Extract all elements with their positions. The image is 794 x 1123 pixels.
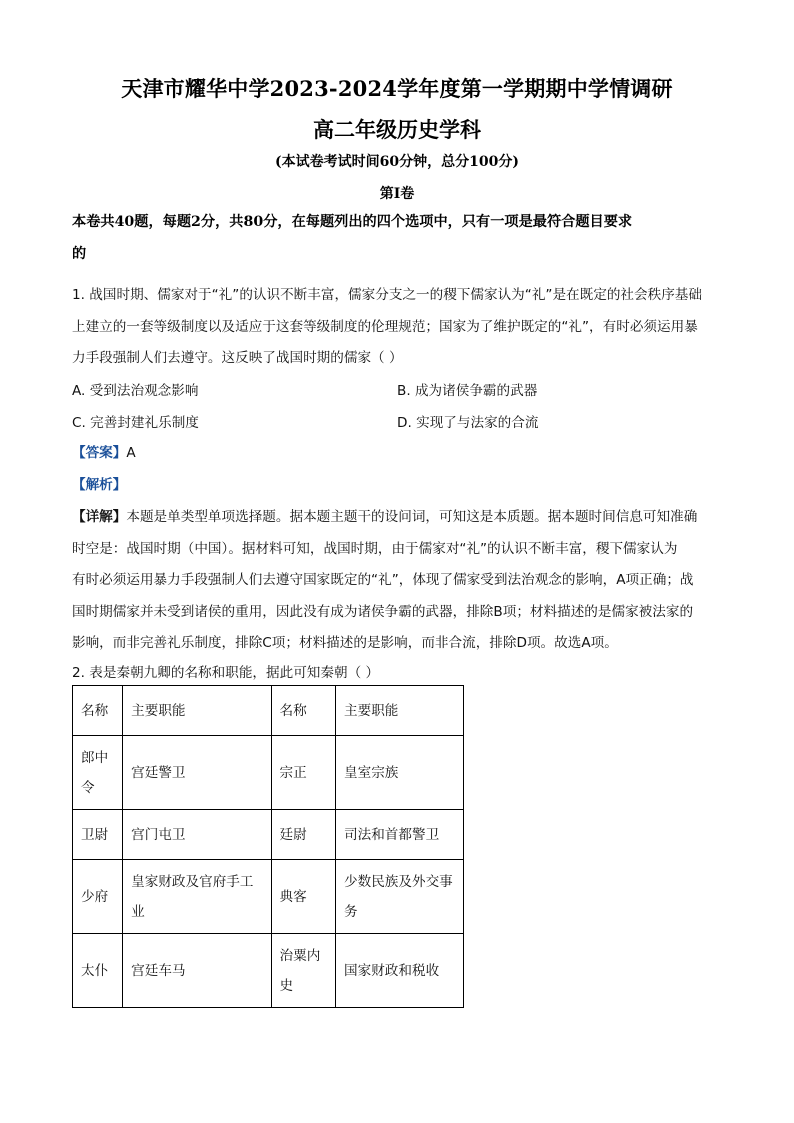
table-cell: 皇室宗族	[336, 736, 464, 810]
answer-line	[72, 441, 732, 461]
detail-text1: 本题是单类型单项选择题。据本题主题干的设问词，可知这是本质题。据本题时间信息可知准确	[126, 509, 698, 525]
table-row	[73, 810, 464, 860]
question2-stem: 2. 表是秦朝九卿的名称和职能，据此可知秦朝（ ）	[72, 665, 380, 681]
instructions-line1: 本卷共40题，每题2分，共80分，在每题列出的四个选项中，只有一项是最符合题目要求	[72, 214, 633, 230]
table-cell: 国家财政和税收	[336, 934, 464, 1008]
table-header-cell: 名称	[271, 686, 335, 736]
option-a: A. 受到法治观念影响	[72, 383, 199, 399]
table-cell: 宫廷车马	[123, 934, 271, 1008]
table-cell: 太仆	[73, 934, 123, 1008]
detail-tag: 【详解】	[72, 509, 127, 525]
option-c: C. 完善封建礼乐制度	[72, 415, 199, 431]
table-cell: 宫廷警卫	[123, 736, 271, 810]
table-cell: 宗正	[271, 736, 335, 810]
table-row	[73, 736, 464, 810]
table-row	[73, 934, 464, 1008]
table-cell: 司法和首都警卫	[336, 810, 464, 860]
table-header-row	[73, 686, 464, 736]
table-cell: 郎中令	[73, 736, 123, 810]
analysis-tag: 【解析】	[72, 477, 127, 493]
table-header-cell: 主要职能	[123, 686, 271, 736]
instructions-line2: 的	[72, 246, 87, 262]
detail-line3: 有时必须运用暴力手段强制人们去遵守国家既定的“礼”，体现了儒家受到法治观念的影响，A项正确；战	[72, 572, 694, 588]
table-cell: 廷尉	[271, 810, 335, 860]
table-header-cell: 名称	[73, 686, 123, 736]
question1-line1: 1. 战国时期、儒家对于“礼”的认识不断丰富，儒家分支之一的稷下儒家认为“礼”是在既定的社会秩序基础	[72, 287, 702, 303]
table-cell: 皇家财政及官府手工业	[123, 860, 271, 934]
table-header-cell: 主要职能	[336, 686, 464, 736]
section-heading: 第Ⅰ卷	[379, 186, 415, 202]
detail-line4: 国时期儒家并未受到诸侯的重用，因此没有成为诸侯争霸的武器，排除B项；材料描述的是儒家被法家的	[72, 604, 694, 620]
table-cell: 治粟内史	[271, 934, 335, 1008]
table-cell: 少数民族及外交事务	[336, 860, 464, 934]
question1-line2: 上建立的一套等级制度以及适应于这套等级制度的伦理规范；国家为了维护既定的“礼”，有时必须运用暴	[72, 319, 698, 335]
detail-line2: 时空是：战国时期（中国）。据材料可知，战国时期，由于儒家对“礼”的认识不断丰富，稷下儒家认为	[72, 541, 678, 557]
nine-ministers-table	[72, 685, 464, 1008]
table-cell: 少府	[73, 860, 123, 934]
exam-title: 天津市耀华中学2023-2024学年度第一学期期中学情调研	[121, 76, 673, 101]
table-cell: 卫尉	[73, 810, 123, 860]
analysis-line	[72, 473, 732, 493]
detail-line5: 影响，而非完善礼乐制度，排除C项；材料描述的是影响，而非合流，排除D项。故选A项。	[72, 635, 618, 651]
detail-line1	[72, 505, 732, 525]
exam-info: (本试卷考试时间60分钟，总分100分)	[275, 154, 519, 170]
question1-line3: 力手段强制人们去遵守。这反映了战国时期的儒家（ ）	[72, 350, 403, 366]
table-cell: 典客	[271, 860, 335, 934]
table-row	[73, 860, 464, 934]
table-cell: 宫门屯卫	[123, 810, 271, 860]
answer-value: A	[126, 445, 136, 461]
answer-tag: 【答案】	[72, 445, 127, 461]
exam-subject: 高二年级历史学科	[313, 117, 481, 142]
option-d: D. 实现了与法家的合流	[397, 415, 539, 431]
option-b: B. 成为诸侯争霸的武器	[397, 383, 538, 399]
